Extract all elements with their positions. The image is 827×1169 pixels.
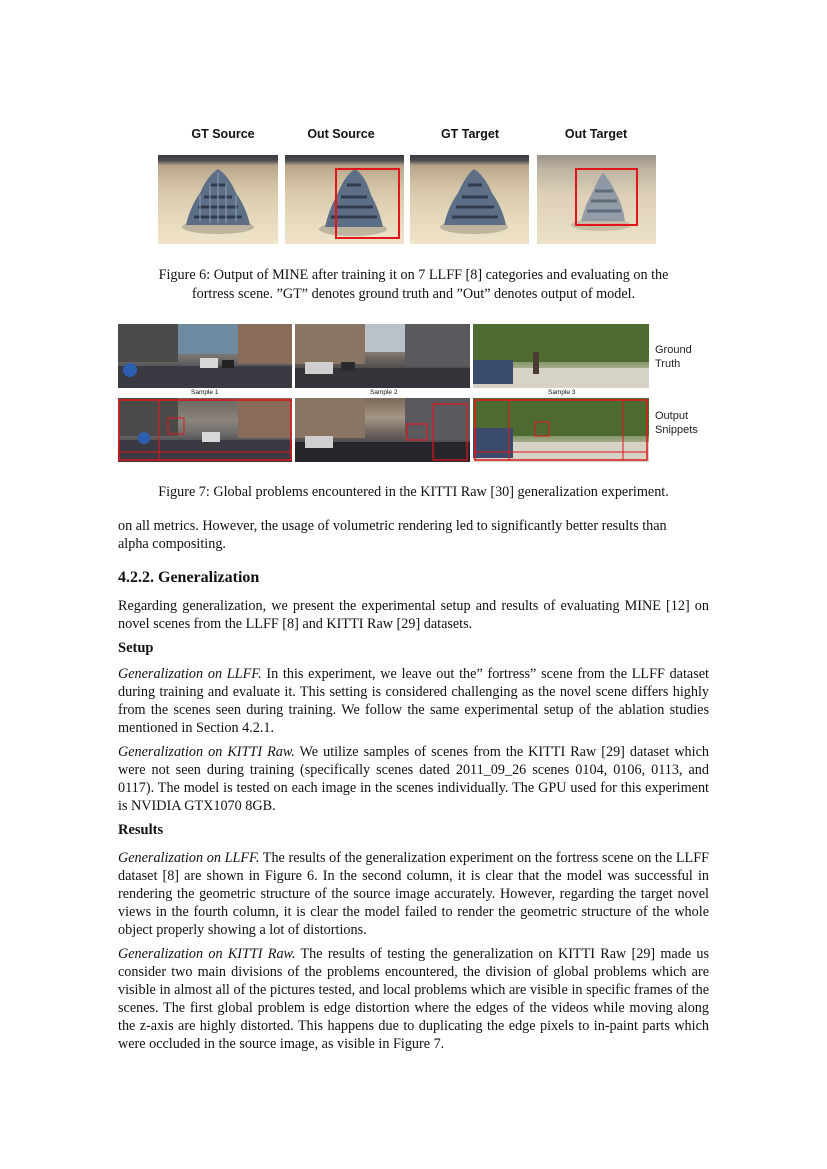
paragraph-results-kitti <box>118 945 709 1053</box>
ground-truth-sample-1 <box>118 324 292 388</box>
street-scene-icon <box>295 398 470 462</box>
ground-truth-label <box>655 343 692 371</box>
gt-target-image <box>410 155 529 244</box>
paragraph-setup-llff-text: In this experiment, we leave out the” fortress” scene from the LLFF dataset during training and evaluate it. This setting is considered challenging as the novel scene differs highly from the scenes seen during training. We follow the same experimental setup of the ablation studies mentioned in Section 4.2.1. <box>118 666 709 736</box>
fortress-object-icon <box>410 155 529 244</box>
paragraph-results-llff <box>118 849 709 939</box>
paragraph-setup-llff <box>118 665 709 737</box>
results-heading: Results <box>118 822 164 838</box>
paragraph-setup-kitti-lead: Generalization on KITTI Raw. <box>118 744 295 760</box>
ground-truth-sample-3 <box>473 324 649 388</box>
paragraph-results-kitti-text: The results of testing the generalization on KITTI Raw [29] made us consider two main divisions of the problems encountered, the division of global problems which are visible in almost all of the pictures tested, and local problems which are visible in specific frames of the scenes. The first global problem is edge distortion where the edges of the videos while moving along the z-axis are highly distorted. This happens due to duplicating the edge pixels to in-paint parts which were occluded in the source image, as visible in Figure 7. <box>118 946 709 1052</box>
tree-scene-icon <box>473 324 649 388</box>
sample-1-label: Sample 1 <box>191 389 219 396</box>
paragraph-results-llff-lead: Generalization on LLFF. <box>118 850 260 866</box>
highlight-box <box>575 168 638 226</box>
label-out-target: Out Target <box>564 127 628 141</box>
output-sample-1 <box>118 398 292 462</box>
label-out-source: Out Source <box>307 127 375 141</box>
tree-scene-icon <box>473 398 649 462</box>
paragraph-results-kitti-lead: Generalization on KITTI Raw. <box>118 946 296 962</box>
output-sample-3 <box>473 398 649 462</box>
highlight-box <box>335 168 400 239</box>
output-snippets-label <box>655 409 698 437</box>
fortress-object-icon <box>158 155 278 244</box>
paragraph-continuation-line-2: alpha compositing. <box>118 536 226 552</box>
figure-6-caption-line-2: fortress scene. ”GT” denotes ground truth and ”Out” denotes output of model. <box>191 286 636 302</box>
paragraph-continuation <box>118 517 709 553</box>
label-gt-target: GT Target <box>440 127 500 141</box>
gt-source-image <box>158 155 278 244</box>
street-scene-icon <box>118 324 292 388</box>
paragraph-generalization-intro: Regarding generalization, we present the experimental setup and results of evaluating MINE [12] on novel scenes from the LLFF [8] and KITTI Raw [29] datasets. <box>118 598 709 632</box>
street-scene-icon <box>295 324 470 388</box>
out-target-image <box>537 155 656 244</box>
sample-2-label: Sample 2 <box>370 389 398 396</box>
paragraph-continuation-line-1: on all metrics. However, the usage of volumetric rendering led to significantly better results than <box>118 518 667 534</box>
paragraph-setup-kitti <box>118 743 709 815</box>
output-snippets-label-line-2: Snippets <box>655 424 698 436</box>
ground-truth-label-line-2: Truth <box>655 358 681 370</box>
out-source-image <box>285 155 404 244</box>
ground-truth-label-line-1: Ground <box>655 344 692 356</box>
figure-6-caption-line-1: Figure 6: Output of MINE after training it on 7 LLFF [8] categories and evaluating on the <box>158 267 669 283</box>
ground-truth-sample-2 <box>295 324 470 388</box>
sample-3-label: Sample 3 <box>548 389 576 396</box>
section-heading: 4.2.2. Generalization <box>118 569 260 586</box>
output-snippets-label-line-1: Output <box>655 410 689 422</box>
paragraph-setup-llff-lead: Generalization on LLFF. <box>118 666 262 682</box>
label-gt-source: GT Source <box>191 127 255 141</box>
paragraph-setup-kitti-text: We utilize samples of scenes from the KITTI Raw [29] dataset which were not seen during training (specifically scenes dated 2011_09_26 scenes 0104, 0106, 0113, and 0117). The model is tested on each image in the scenes individually. The GPU used for this experiment is NVIDIA GTX1070 8GB. <box>118 744 709 814</box>
paragraph-results-llff-text: The results of the generalization experiment on the fortress scene on the LLFF dataset [8] are shown in Figure 6. In the second column, it is clear that the model was successful in rendering the geometric structure of the source image accurately. However, regarding the target novel views in the fourth column, it is clear the model failed to render the geometric structure of the whole object properly showing a lot of distortions. <box>118 850 709 938</box>
output-sample-2 <box>295 398 470 462</box>
setup-heading: Setup <box>118 640 154 656</box>
figure-7-caption: Figure 7: Global problems encountered in the KITTI Raw [30] generalization experiment. <box>158 484 669 500</box>
street-scene-icon <box>118 398 292 462</box>
